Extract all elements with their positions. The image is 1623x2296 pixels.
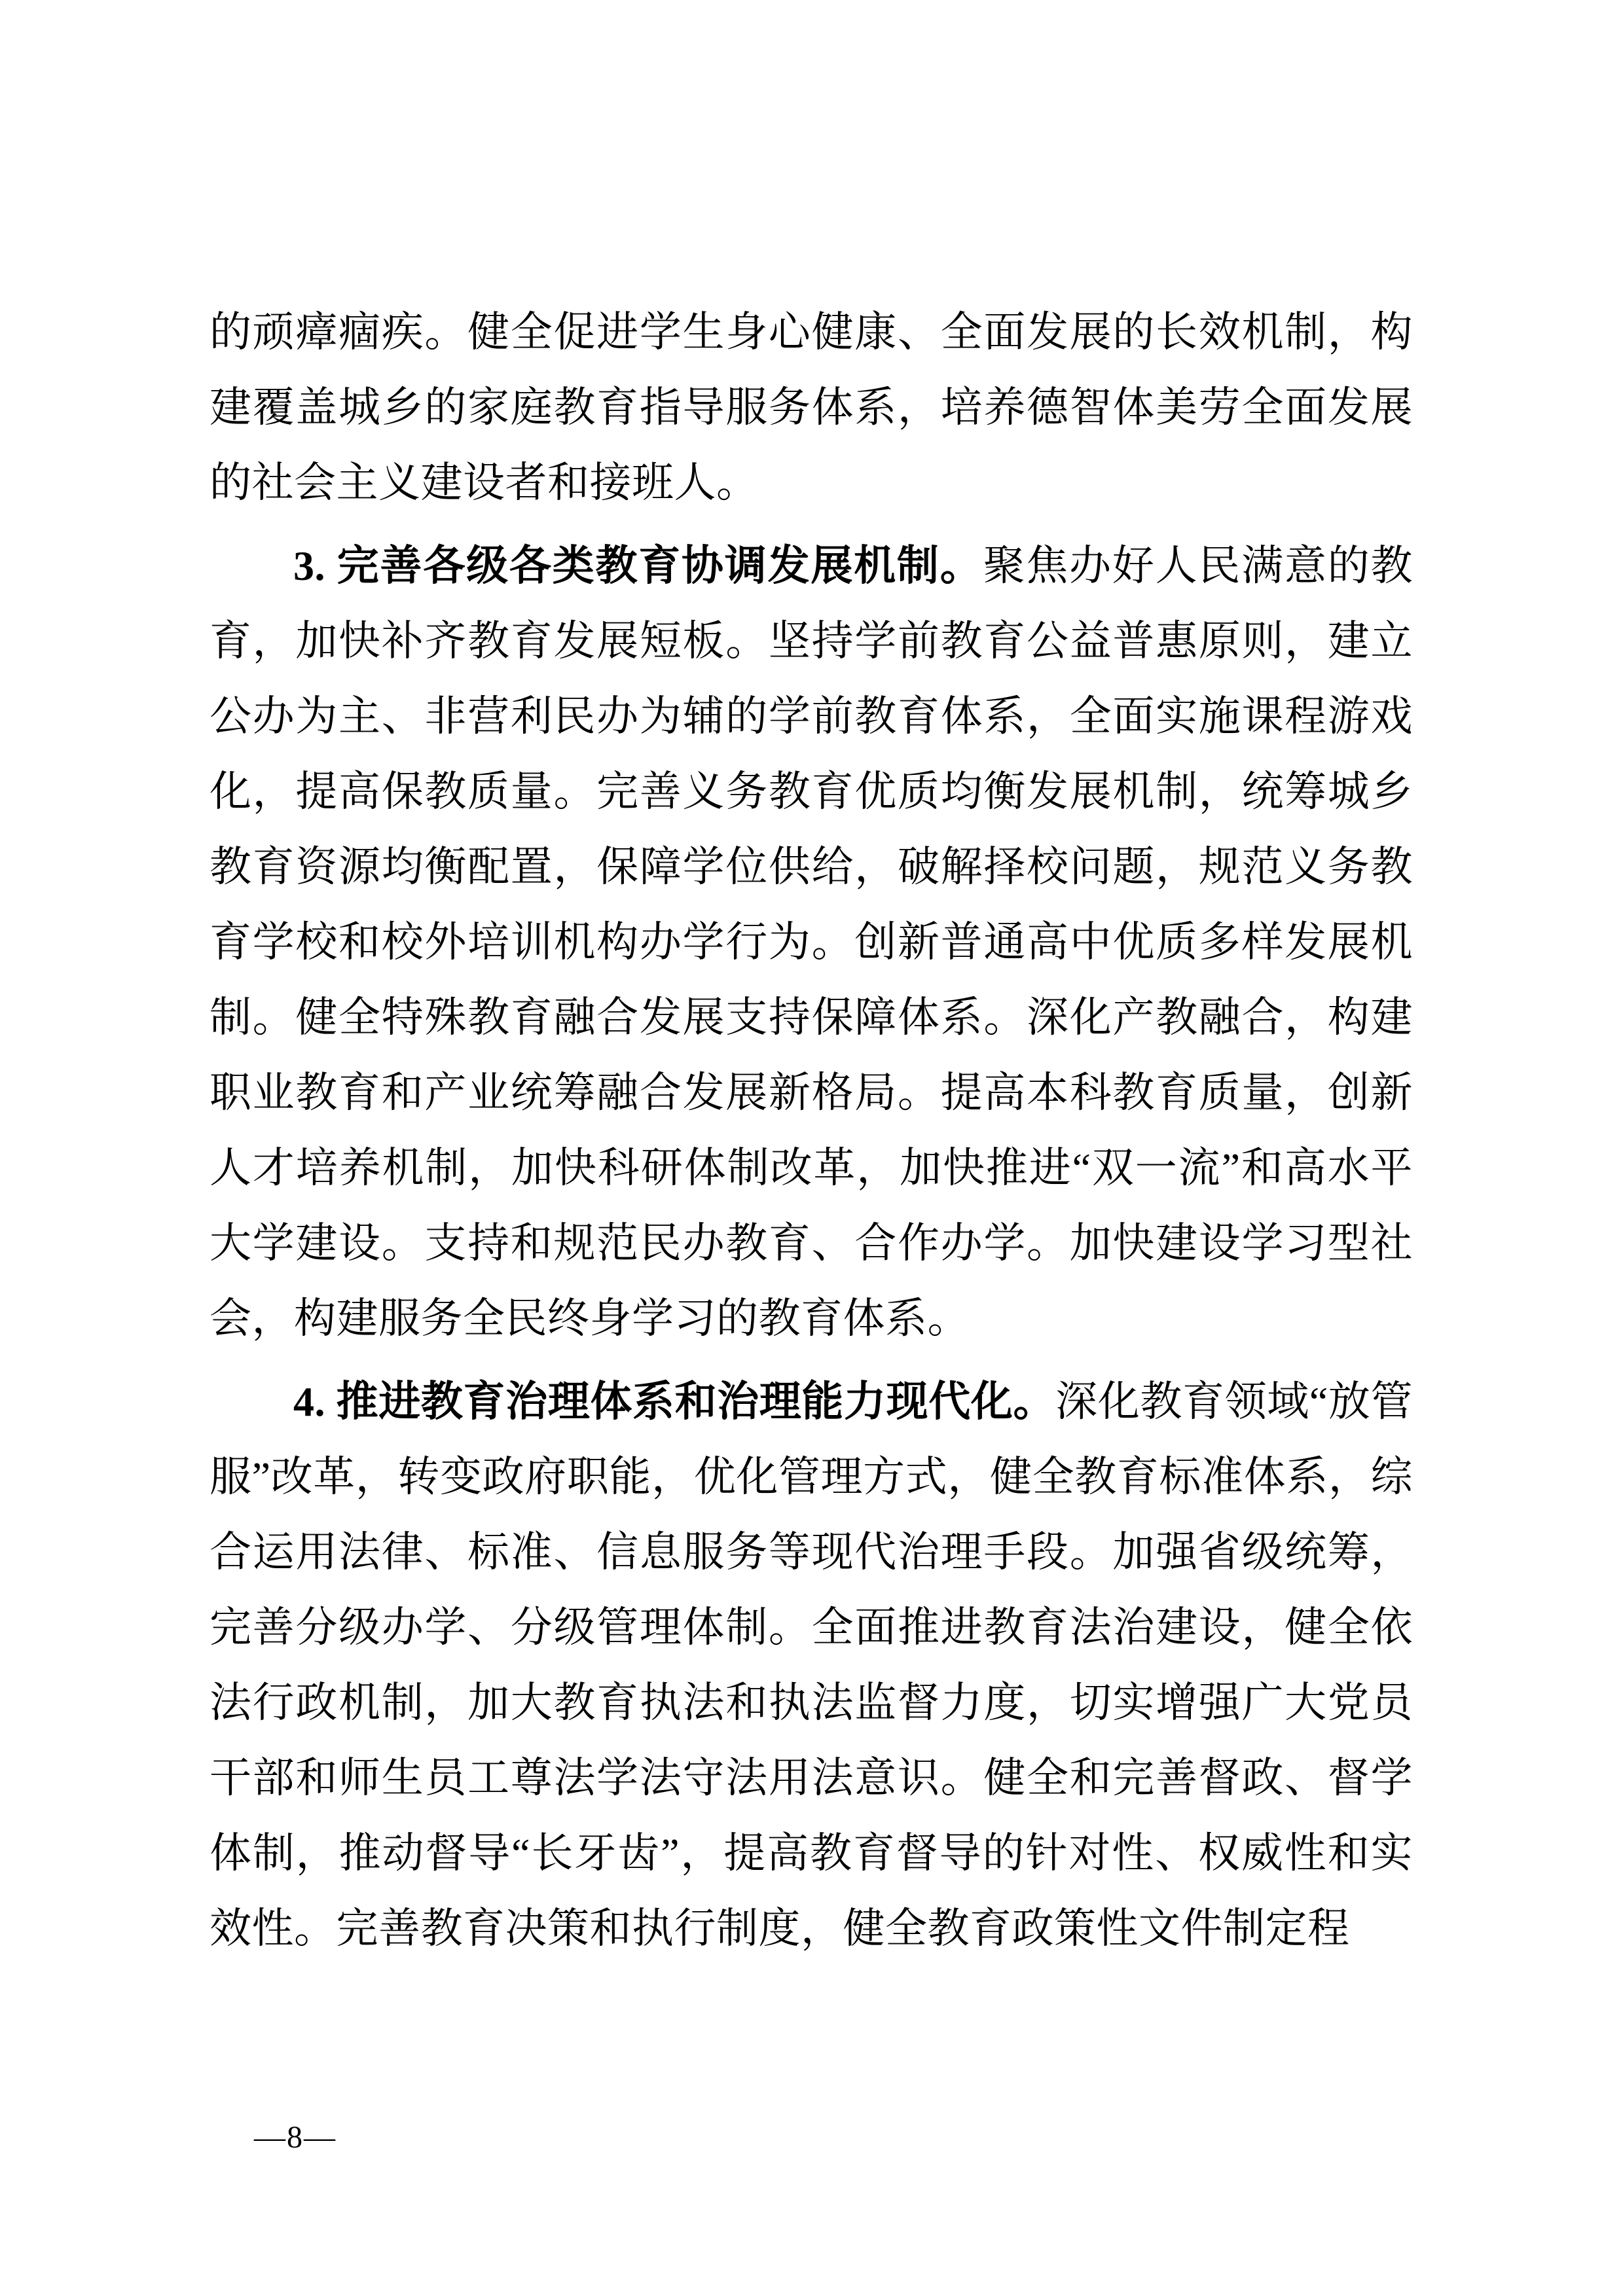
paragraph-item-4	[210, 1364, 1413, 1966]
page-number: —8—	[254, 2120, 337, 2155]
paragraph-lead-heading: 3. 完善各级各类教育协调发展机制。	[293, 543, 983, 589]
paragraph-item-3	[210, 528, 1413, 1356]
paragraph-text: 深化教育领域“放管服”改革，转变政府职能，优化管理方式，健全教育标准体系，综合运用法律、标准、信息服务等现代治理手段。加强省级统筹，完善分级办学、分级管理体制。全面推进教育法治建设，健全依法行政机制，加大教育执法和执法监督力度，切实增强广大党员干部和师生员工尊法学法守法用法意识。健全和完善督政、督学体制，推动督导“长牙齿”，提高教育督导的针对性、权威性和实效性。完善教育决策和执行制度，健全教育政策性文件制定程	[210, 1378, 1413, 1952]
paragraph-text: 的顽瘴痼疾。健全促进学生身心健康、全面发展的长效机制，构建覆盖城乡的家庭教育指导服务体系，培养德智体美劳全面发展的社会主义建设者和接班人。	[210, 309, 1413, 506]
paragraph-continuation	[210, 295, 1413, 520]
text-body	[210, 295, 1413, 1966]
paragraph-lead-heading: 4. 推进教育治理体系和治理能力现代化。	[293, 1378, 1056, 1425]
paragraph-text: 聚焦办好人民满意的教育，加快补齐教育发展短板。坚持学前教育公益普惠原则，建立公办为主、非营利民办为辅的学前教育体系，全面实施课程游戏化，提高保教质量。完善义务教育优质均衡发展机制，统筹城乡教育资源均衡配置，保障学位供给，破解择校问题，规范义务教育学校和校外培训机构办学行为。创新普通高中优质多样发展机制。健全特殊教育融合发展支持保障体系。深化产教融合，构建职业教育和产业统筹融合发展新格局。提高本科教育质量，创新人才培养机制，加快科研体制改革，加快推进“双一流”和高水平大学建设。支持和规范民办教育、合作办学。加快建设学习型社会，构建服务全民终身学习的教育体系。	[210, 543, 1413, 1342]
